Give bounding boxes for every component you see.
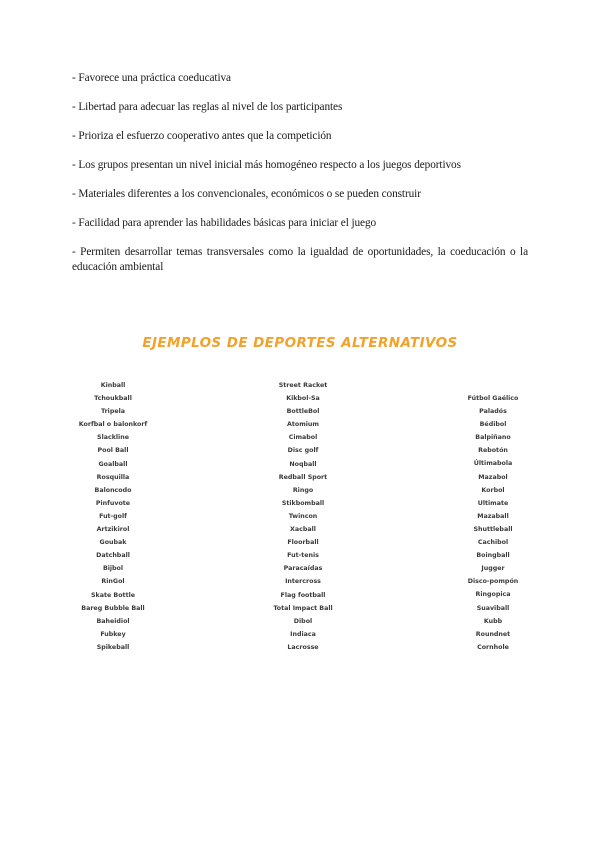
list-item: - Los grupos presentan un nivel inicial más homogéneo respecto a los juegos deportivos: [72, 159, 461, 171]
sport-item: Rebotón: [478, 447, 508, 455]
sport-item: Dibol: [293, 617, 313, 625]
list-item: - Libertad para adecuar las reglas al nivel de los participantes: [72, 101, 343, 113]
sport-item: Skate Bottle: [90, 591, 136, 599]
sport-item: Mazabol: [478, 473, 508, 481]
section-title: EJEMPLOS DE DEPORTES ALTERNATIVOS: [142, 335, 458, 351]
sport-item: Fubkey: [100, 630, 126, 638]
sport-item: Twincon: [288, 512, 318, 520]
list-item: - Permiten desarrollar temas transversales como la igualdad de oportunidades, la coeducación o la educación ambiental: [72, 246, 528, 273]
sport-item: Pool Ball: [97, 447, 129, 455]
sport-item: Goubak: [99, 539, 127, 547]
sport-item: Cornhole: [477, 643, 509, 651]
sport-item: Cimabol: [288, 434, 318, 442]
sport-item: Balpiñano: [475, 434, 511, 442]
sport-item: Spikeball: [96, 643, 130, 651]
sport-item: Últimabola: [473, 460, 513, 468]
sport-item: Bijbol: [102, 565, 124, 573]
sport-item: Floorball: [287, 539, 319, 547]
sports-column-1: [73, 379, 153, 654]
sport-item: Slackline: [97, 434, 129, 442]
sport-item: Noqball: [289, 460, 317, 468]
sport-item: Fut-tenis: [287, 552, 319, 560]
sport-item: Paladós: [479, 408, 507, 416]
sport-item: Ultimate: [477, 499, 509, 507]
list-item: - Facilidad para aprender las habilidades básicas para iniciar el juego: [72, 217, 377, 229]
sport-item: Bareg Bubble Ball: [81, 604, 145, 612]
sport-item: Total Impact Ball: [273, 604, 333, 612]
sport-item: Korfbal o balonkorf: [78, 421, 148, 429]
sport-item: Redball Sport: [278, 473, 328, 481]
sport-item: Flag football: [280, 591, 326, 599]
sport-item: Baloncodo: [94, 486, 132, 494]
sport-item: Ringo: [292, 486, 314, 494]
sport-item: Fut-golf: [99, 512, 127, 520]
sport-item: Jugger: [481, 565, 505, 573]
sport-item: Artzikirol: [96, 526, 130, 534]
sport-item: Datchball: [96, 552, 130, 560]
sport-item: Indiaca: [290, 630, 316, 638]
sport-item: BottleBol: [286, 408, 320, 416]
sports-column-3: [453, 392, 533, 654]
sport-item: Disc golf: [287, 447, 319, 455]
sport-item: Atomium: [287, 421, 319, 429]
sports-column-2: [263, 379, 343, 654]
sport-item: Roundnet: [475, 630, 511, 638]
sport-item: Kikbol-Sa: [286, 395, 320, 403]
sport-item: Bédibol: [479, 421, 507, 429]
sport-item: Tchoukball: [94, 395, 132, 403]
sport-item: Pinfuvote: [95, 499, 131, 507]
sport-item: Stikbomball: [281, 499, 325, 507]
sport-item: Intercross: [285, 578, 321, 586]
sport-item: Disco-pompón: [467, 578, 519, 586]
sport-item: Korbol: [481, 486, 505, 494]
sport-item: Baheidiol: [96, 617, 130, 625]
sport-item: Xacball: [290, 526, 316, 534]
sport-item: Boingball: [476, 552, 510, 560]
list-item: - Prioriza el esfuerzo cooperativo antes que la competición: [72, 130, 332, 142]
sport-item: Rosquilla: [96, 473, 130, 481]
sport-item: Suaviball: [476, 604, 510, 612]
sport-item: Kubb: [483, 617, 503, 625]
sport-item: Mazaball: [477, 512, 509, 520]
sport-item: Ringopica: [475, 591, 511, 599]
sport-item: Cachibol: [477, 539, 509, 547]
sport-item: Goalball: [98, 460, 128, 468]
sport-item: Tripela: [100, 408, 126, 416]
sport-item: Paracaídas: [283, 565, 323, 573]
list-item: - Favorece una práctica coeducativa: [72, 72, 231, 84]
sport-item: RinGol: [101, 578, 125, 586]
sport-item: Fútbol Gaélico: [467, 395, 519, 402]
sport-item: Shuttleball: [473, 525, 513, 533]
sport-item: Lacrosse: [287, 643, 319, 651]
sport-item: Kinball: [100, 382, 126, 389]
advantages-list: [72, 71, 528, 289]
sport-item: Street Racket: [278, 382, 328, 389]
list-item: - Materiales diferentes a los convencionales, económicos o se pueden construir: [72, 188, 421, 200]
